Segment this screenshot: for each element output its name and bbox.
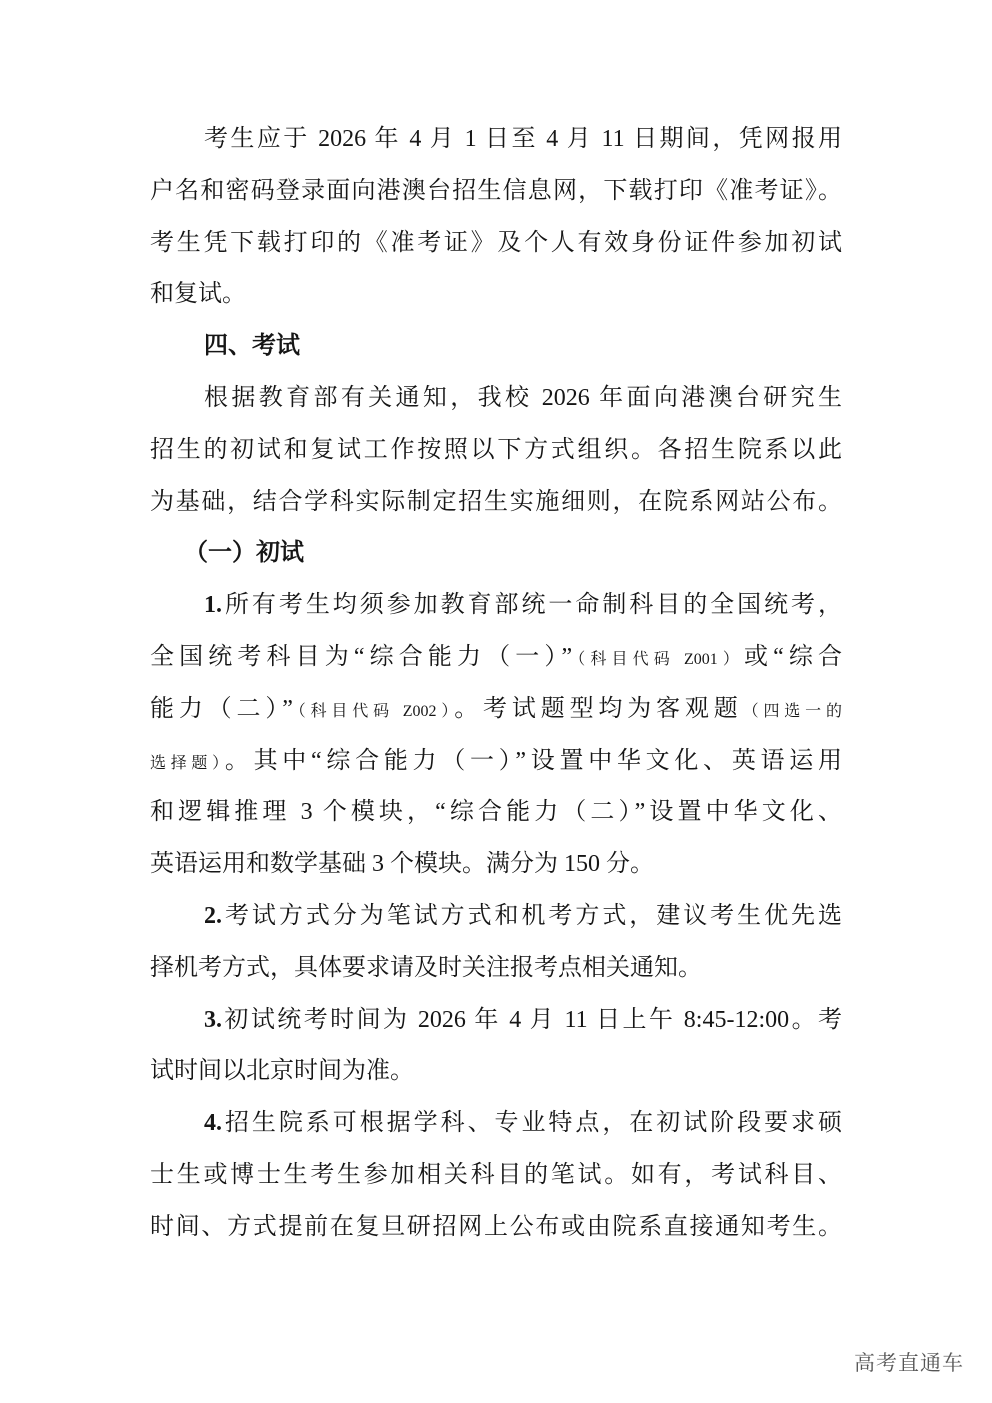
item-2-line-1 (150, 891, 842, 943)
item-1-number: 1. (204, 592, 222, 619)
item-2-number: 2. (204, 902, 222, 929)
ticket-paragraph-line-1: 考生应于 2026 年 4 月 1 日至 4 月 11 日期间，凭网报用 (204, 126, 842, 152)
item-1-line-5 (150, 787, 842, 839)
item-4-line-1 (150, 1098, 842, 1150)
item-1-text: 全国统考科目为“综合能力（一）” (150, 643, 573, 670)
item-3-line-1 (150, 995, 842, 1047)
item-1-line-3 (150, 684, 842, 736)
item-4-line-2: 士生或博士生考生参加相关科目的笔试。如有，考试科目、 (150, 1161, 842, 1188)
intro-paragraph-line-1: 根据教育部有关通知，我校 2026 年面向港澳台研究生 (204, 384, 842, 411)
item-1-line-1 (150, 580, 842, 632)
intro-paragraph-line-3: 为基础，结合学科实际制定招生实施细则，在院系网站公布。 (150, 488, 842, 515)
subsection-title: （一）初试 (184, 540, 304, 567)
watermark: 高考直通车 (854, 1351, 964, 1375)
item-1-text: 。其中“综合能力（一）”设置中华文化、英语运用 (224, 747, 842, 774)
item-1-line-2 (150, 632, 842, 684)
item-4-line-3: 时间、方式提前在复旦研招网上公布或由院系直接通知考生。 (150, 1213, 842, 1240)
item-1-text: 。考试题型均为客观题 (454, 695, 743, 722)
intro-paragraph-line-2: 招生的初试和复试工作按照以下方式组织。各招生院系以此 (150, 436, 842, 463)
item-1-line-6 (150, 839, 842, 891)
item-2-line-2: 择机考方式，具体要求请及时关注报考点相关通知。 (150, 954, 702, 981)
item-1-text: 英语运用和数学基础 3 个模块。满分为 150 分。 (150, 851, 654, 878)
item-1-text: 能力（二）” (150, 695, 293, 722)
item-3-text: 初试统考时间为 2026 年 4 月 11 日上午 8:45-12:00。考 (222, 1006, 842, 1033)
item-1-text: 或“综合 (743, 643, 842, 670)
section-title: 四、考试 (204, 333, 300, 360)
item-4-text: 招生院系可根据学科、专业特点，在初试阶段要求硕 (222, 1110, 842, 1137)
document-body (150, 114, 842, 1254)
item-3-number: 3. (204, 1006, 222, 1033)
ticket-paragraph-line-4: 和复试。 (150, 281, 246, 308)
item-2-text: 考试方式分为笔试方式和机考方式，建议考生优先选 (222, 902, 842, 929)
ticket-paragraph-line-2: 户名和密码登录面向港澳台招生信息网，下载打印《准考证》。 (150, 177, 842, 204)
item-1-text: 所有考生均须参加教育部统一命制科目的全国统考， (222, 592, 842, 619)
item-4-number: 4. (204, 1110, 222, 1137)
subject-code-note: （科目代码 Z002） (292, 702, 455, 720)
question-type-note: 选择题） (150, 754, 225, 772)
question-type-note: （四选一的 (742, 702, 842, 720)
item-3-line-2: 试时间以北京时间为准。 (150, 1058, 414, 1085)
item-1-text: 和逻辑推理 3 个模块，“综合能力（二）”设置中华文化、 (150, 799, 842, 826)
ticket-paragraph-line-3: 考生凭下载打印的《准考证》及个人有效身份证件参加初试 (150, 229, 842, 256)
item-1-line-4 (150, 736, 842, 788)
subject-code-note: （科目代码 Z001） (572, 650, 744, 668)
